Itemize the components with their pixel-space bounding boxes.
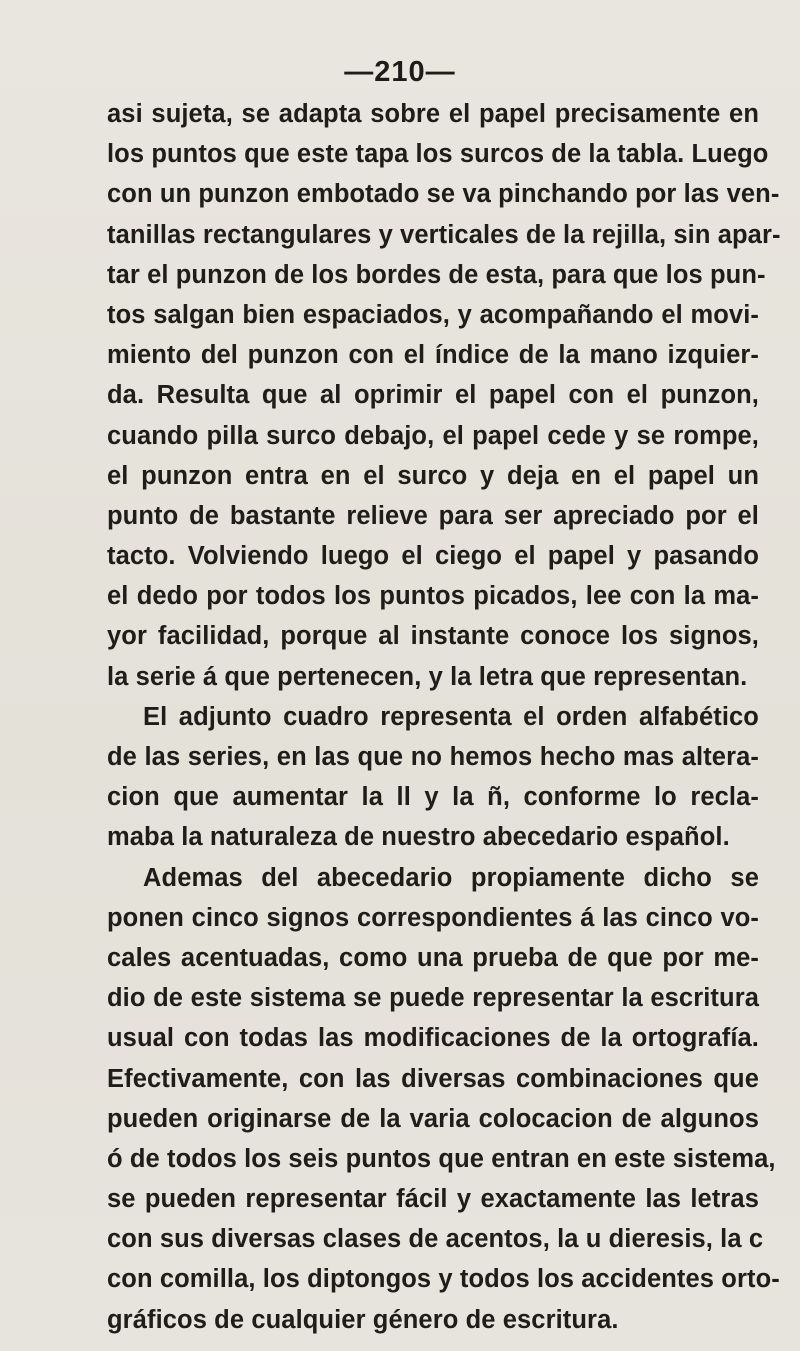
text-line: con sus diversas clases de acentos, la u dieresis, la c [107, 1225, 764, 1254]
text-line: el punzon entra en el surco y deja en el papel un [107, 461, 759, 490]
text-line: tos salgan bien espaciados, y acompañando el movi- [107, 300, 759, 329]
text-line: con comilla, los diptongos y todos los accidentes orto- [107, 1265, 780, 1294]
text-line: punto de bastante relieve para ser apreciado por el [107, 501, 759, 530]
text-line: tar el punzon de los bordes de esta, para que los pun- [107, 260, 766, 289]
text-line: se pueden representar fácil y exactamente las letras [107, 1185, 759, 1214]
text-line: con un punzon embotado se va pinchando por las ven- [107, 180, 780, 209]
text-line: ponen cinco signos correspondientes á las cinco vo- [107, 903, 759, 932]
text-line: usual con todas las modificaciones de la ortografía. [107, 1024, 759, 1053]
text-line: pueden originarse de la varia colocacion de algunos [107, 1104, 759, 1133]
text-line: Ademas del abecedario propiamente dicho se [143, 863, 759, 892]
body-text [107, 94, 781, 1340]
text-line: dio de este sistema se puede representar la escritura [107, 984, 759, 1013]
text-line: maba la naturaleza de nuestro abecedario español. [107, 823, 730, 852]
text-line: tacto. Volviendo luego el ciego el papel y pasando [107, 542, 759, 571]
text-line: asi sujeta, se adapta sobre el papel precisamente en [107, 100, 759, 128]
text-line: cuando pilla surco debajo, el papel cede y se rompe, [107, 421, 759, 450]
text-line: ó de todos los seis puntos que entran en este sistema, [107, 1144, 776, 1173]
text-line: la serie á que pertenecen, y la letra que representan. [107, 662, 748, 691]
text-line: yor facilidad, porque al instante conoce los signos, [107, 622, 759, 651]
text-line: cales acentuadas, como una prueba de que por me- [107, 943, 759, 972]
text-line: tanillas rectangulares y verticales de la rejilla, sin apar- [107, 220, 781, 249]
page-number: —210— [344, 56, 456, 88]
text-line: El adjunto cuadro representa el orden alfabético [143, 702, 759, 731]
text-line: da. Resulta que al oprimir el papel con el punzon, [107, 381, 759, 410]
text-line: Efectivamente, con las diversas combinaciones que [107, 1064, 759, 1093]
text-line: los puntos que este tapa los surcos de la tabla. Luego [107, 140, 769, 169]
text-line: el dedo por todos los puntos picados, lee con la ma- [107, 582, 759, 611]
text-line: cion que aumentar la ll y la ñ, conforme lo recla- [107, 783, 759, 812]
text-line: miento del punzon con el índice de la mano izquier- [107, 341, 759, 370]
text-line: de las series, en las que no hemos hecho mas altera- [107, 743, 759, 771]
text-line: gráficos de cualquier género de escritura. [107, 1305, 619, 1334]
